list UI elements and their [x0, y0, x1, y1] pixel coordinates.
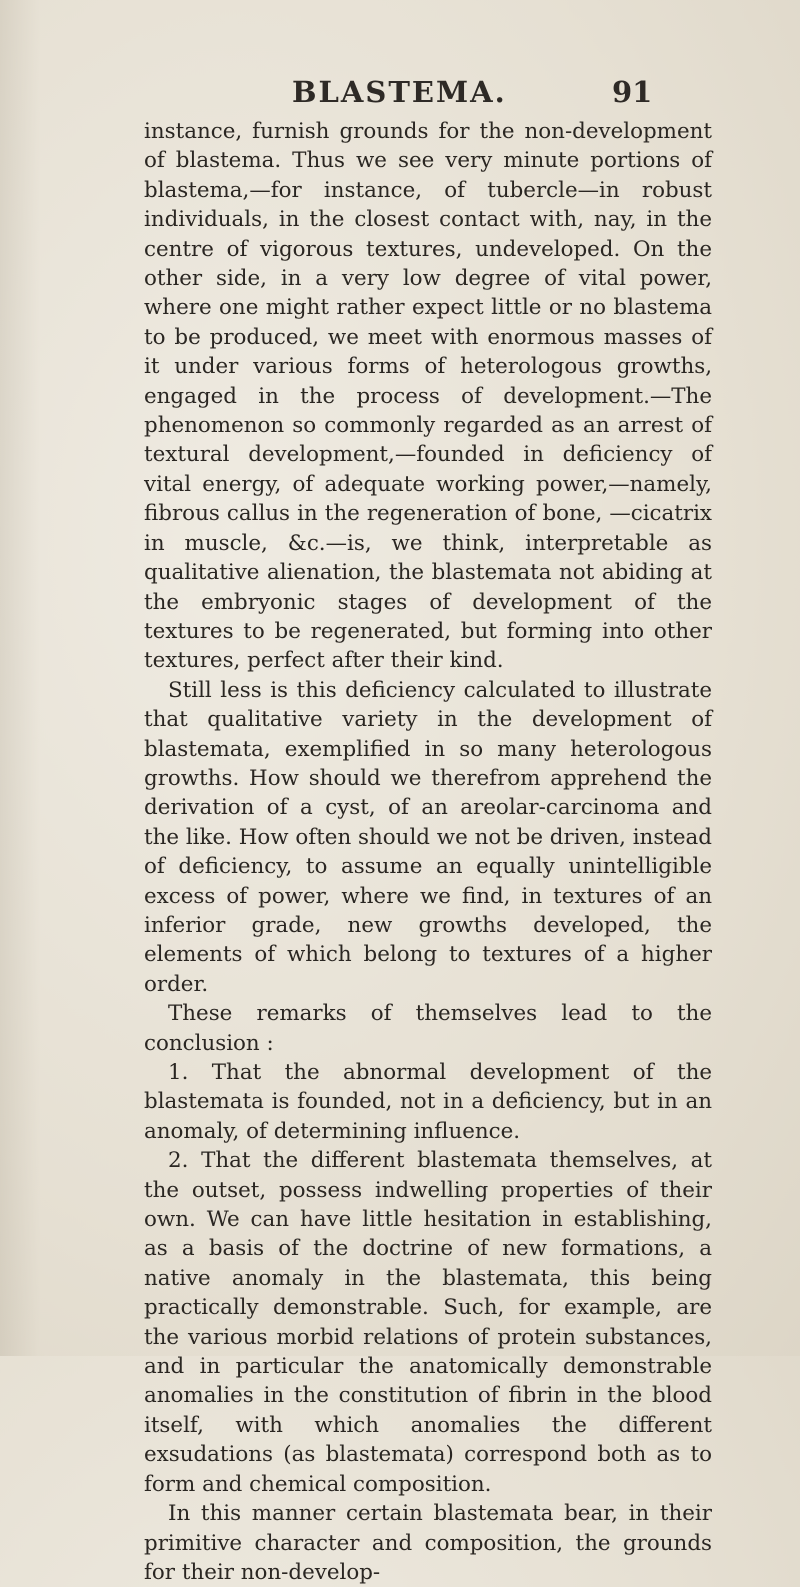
paragraph-6: In this manner certain blastemata bear, in their primitive character and composition, the grounds for their non-develop-	[144, 1501, 712, 1585]
running-title: BLASTEMA.	[292, 75, 507, 109]
paragraph-2: Still less is this deficiency calculated to illustrate that qualitative variety in the development of blastemata, exemplified in so many heterologous growths. How should we therefrom apprehend the derivation of a cyst, of an areolar-carcinoma and the like. How often should we not be driven, instead of deficiency, to assume an equally unintelligible excess of power, where we find, in textures of an inferior grade, new growths developed, the elements of which belong to textures of a higher order.	[144, 677, 712, 997]
paragraph-5: 2. That the different blastemata themselves, at the outset, possess indwelling properties of their own. We can have little hesitation in establishing, as a basis of the doctrine of new formations, a native anomaly in the blastemata, this being practically demonstrable. Such, for example, are the various morbid relations of protein substances, and in particular the anatomically demonstrable anomalies in the constitution of fibrin in the blood itself, with which anomalies the different exsudations (as blastemata) correspond both as to form and chemical composition.	[144, 1148, 712, 1497]
page-header	[0, 74, 800, 114]
page-fold-shadow	[0, 0, 40, 1356]
paragraph-1: instance, furnish grounds for the non-development of blastema. Thus we see very minute portions of blastema,—for instance, of tubercle—in robust individuals, in the closest contact with, nay, in the centre of vigorous textures, undeveloped. On the other side, in a very low degree of vital power, where one might rather expect little or no blastema to be produced, we meet with enormous masses of it under various forms of heterologous growths, engaged in the process of development.—The phenomenon so commonly regarded as an arrest of textural development,—founded in deficiency of vital energy, of adequate working power,—namely, fibrous callus in the regeneration of bone, —cicatrix in muscle, &c.—is, we think, interpretable as qualitative alienation, the blastemata not abiding at the embryonic stages of development of the textures to be regenerated, but forming into other textures, perfect after their kind.	[144, 119, 712, 674]
body-text	[144, 117, 712, 1587]
page-number: 91	[612, 75, 653, 109]
paragraph-4: 1. That the abnormal development of the blastemata is founded, not in a deficiency, but in an anomaly, of determining influence.	[144, 1060, 712, 1144]
paragraph-3: These remarks of themselves lead to the conclusion :	[144, 1001, 712, 1056]
